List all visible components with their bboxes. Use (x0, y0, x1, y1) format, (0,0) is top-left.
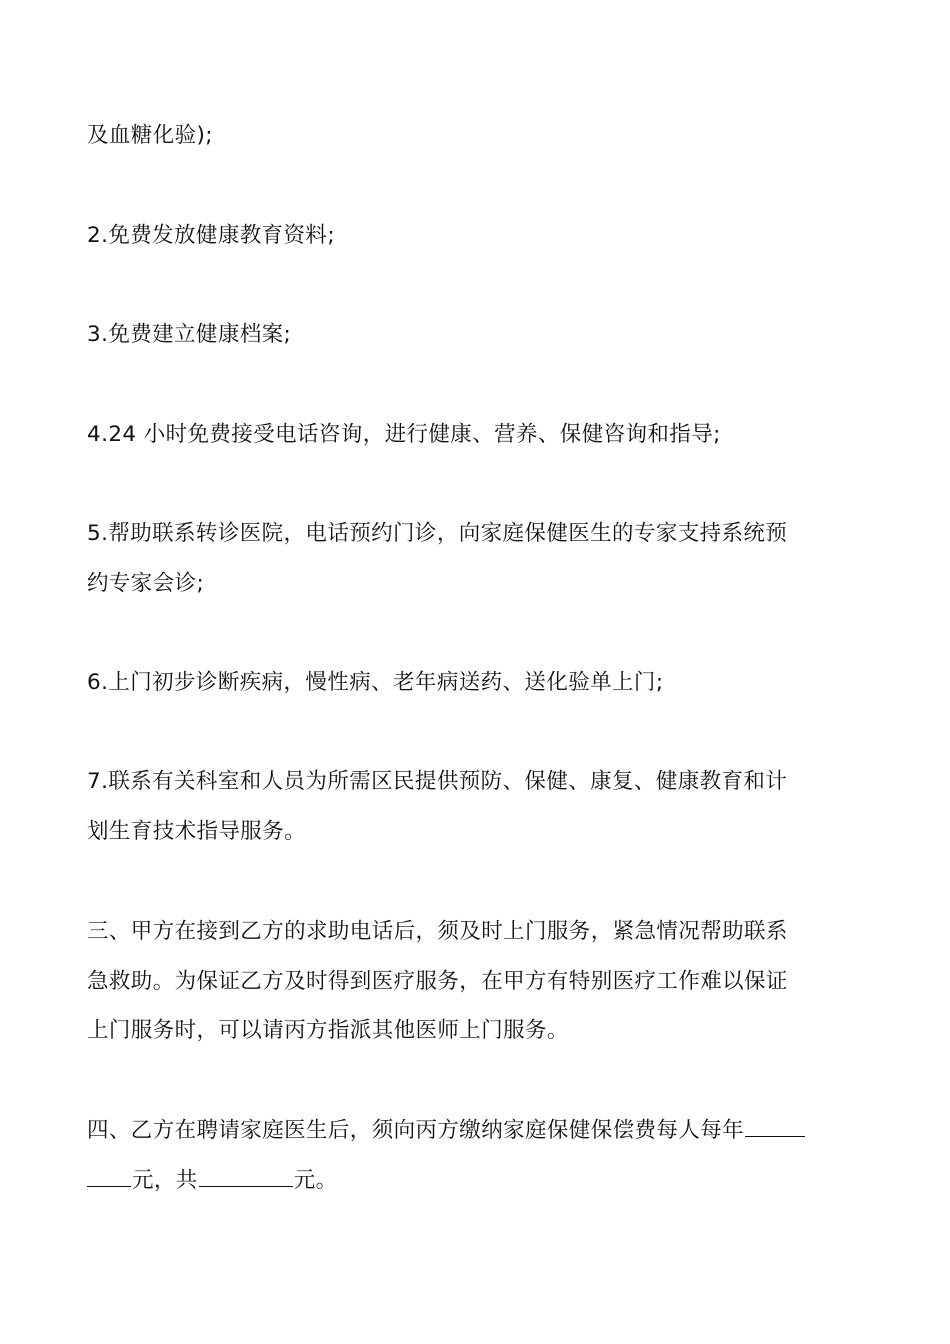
list-item-6 (87, 658, 869, 708)
list-item-3 (87, 310, 869, 360)
text-line (87, 1156, 869, 1206)
text-line: 2.免费发放健康教育资料; (87, 223, 335, 248)
fee-clause-text: 四、乙方在聘请家庭医生后，须向丙方缴纳家庭保健保偿费每人每年 (87, 1118, 745, 1143)
list-item-5 (87, 509, 869, 608)
fee-end-text: 元。 (293, 1167, 338, 1193)
fee-unit-text: 元，共 (132, 1167, 198, 1193)
clause-three (87, 907, 869, 1056)
paragraph-continuation (87, 111, 869, 161)
text-line: 约专家会诊; (87, 570, 205, 596)
text-line: 及血糖化验); (87, 123, 213, 148)
clause-four (87, 1106, 869, 1205)
text-line: 5.帮助联系转诊医院，电话预约门诊，向家庭保健医生的专家支持系统预 (87, 521, 788, 546)
text-line: 划生育技术指导服务。 (87, 818, 307, 844)
annual-fee-blank-end (87, 1162, 131, 1187)
text-line: 6.上门初步诊断疾病，慢性病、老年病送药、送化验单上门; (87, 670, 664, 695)
list-item-2 (87, 211, 869, 261)
list-item-4 (87, 410, 869, 460)
list-item-7 (87, 757, 869, 856)
total-fee-blank (199, 1162, 293, 1187)
text-line (87, 1106, 869, 1156)
text-line: 上门服务时，可以请丙方指派其他医师上门服务。 (87, 1018, 569, 1043)
text-line: 急救助。为保证乙方及时得到医疗服务，在甲方有特别医疗工作难以保证 (87, 968, 788, 994)
text-line: 三、甲方在接到乙方的求助电话后，须及时上门服务，紧急情况帮助联系 (87, 919, 788, 944)
text-line: 3.免费建立健康档案; (87, 322, 292, 347)
annual-fee-blank-start (745, 1112, 805, 1137)
text-line: 4.24 小时免费接受电话咨询，进行健康、营养、保健咨询和指导; (87, 422, 721, 447)
text-line: 7.联系有关科室和人员为所需区民提供预防、保健、康复、健康教育和计 (87, 769, 788, 794)
